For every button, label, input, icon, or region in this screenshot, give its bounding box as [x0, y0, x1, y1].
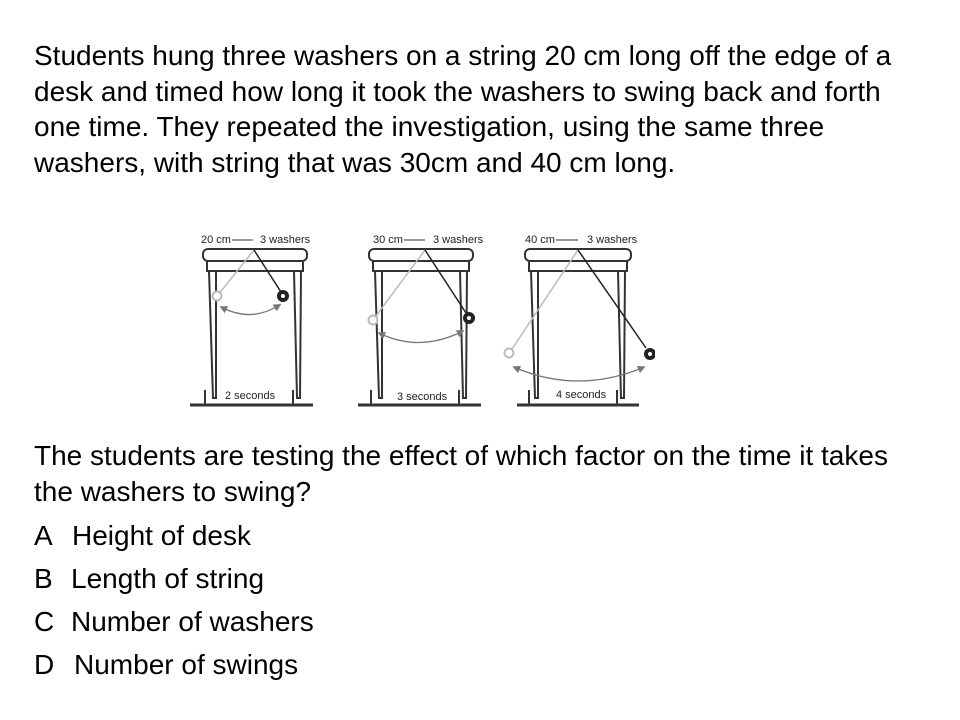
option-b[interactable] [34, 557, 314, 600]
option-text: Length of string [71, 563, 265, 594]
string-length-label: 40 cm [525, 234, 555, 246]
washer-count-label: 3 washers [260, 234, 311, 246]
string-length-label: 30 cm [373, 234, 403, 246]
intro-text: Students hung three washers on a string 20 cm long off the edge of a desk and timed how long it took the washers to swing back and forth one time. They repeated the investigation, using the same three washers, with string that was 30cm and 40 cm long. [34, 40, 892, 178]
swing-time-label: 2 seconds [225, 390, 276, 402]
option-letter: A [34, 520, 53, 551]
swing-time-label: 3 seconds [397, 391, 448, 403]
option-letter: D [34, 649, 55, 680]
pendulum-panel-30cm [358, 234, 484, 405]
option-a[interactable] [34, 514, 314, 557]
desk-drawing [190, 249, 313, 405]
answer-options [34, 514, 314, 686]
option-text: Height of desk [72, 520, 251, 551]
option-letter: B [34, 563, 53, 594]
question-text: The students are testing the effect of which factor on the time it takes the washers to swing? [34, 440, 888, 507]
option-text: Number of washers [71, 606, 314, 637]
washer-count-label: 3 washers [587, 234, 638, 246]
swing-time-label: 4 seconds [556, 389, 607, 401]
option-text: Number of swings [74, 649, 299, 680]
option-d[interactable] [34, 643, 314, 686]
pendulum-panel-40cm [505, 234, 656, 405]
string-length-label: 20 cm [201, 234, 231, 246]
pendulum-figure [185, 222, 655, 414]
washer-count-label: 3 washers [433, 234, 484, 246]
pendulum-panel-20cm [190, 234, 313, 405]
desk-drawing [358, 249, 481, 405]
option-letter: C [34, 606, 55, 637]
option-c[interactable] [34, 600, 314, 643]
